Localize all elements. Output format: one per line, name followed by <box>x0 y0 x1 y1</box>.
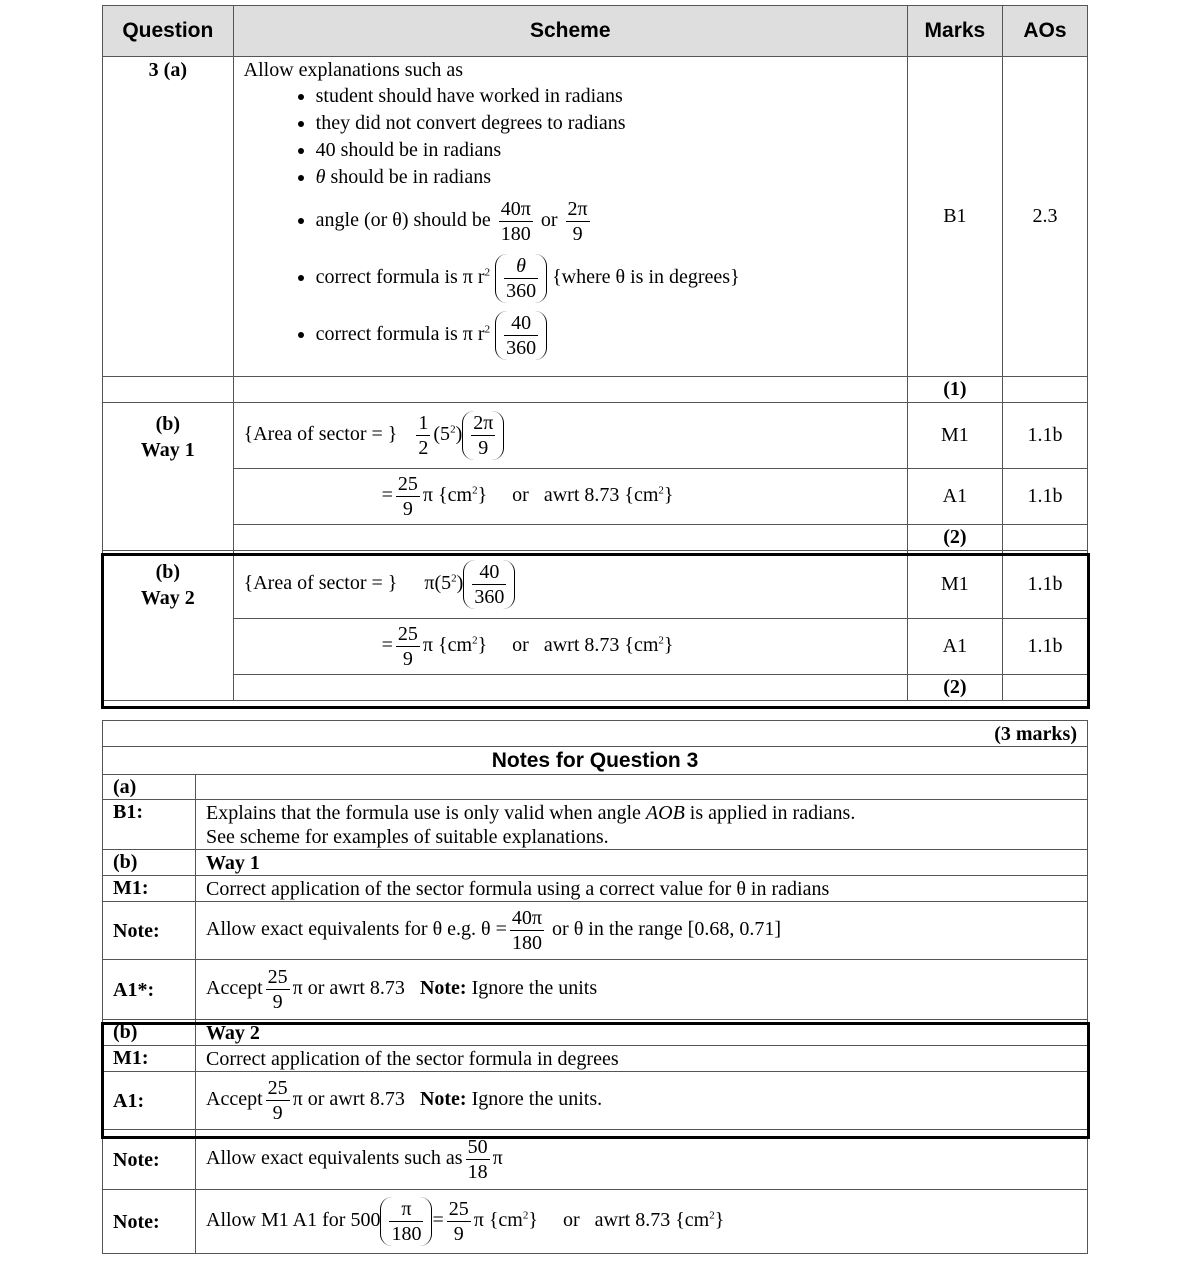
way1-line2: = $\frac{25}{9}$ π $\{cm^2\}$ or awrt 8.73 $\{cm^2\}$ <box>233 469 907 525</box>
parenthesis <box>463 560 515 609</box>
list-item: • correct formula is π $r^2$ $\frac{\theta}{360}$ {where θ is in degrees} <box>316 254 897 303</box>
parenthesis <box>495 311 547 360</box>
theta-symbol: θ <box>315 166 326 188</box>
list-item <box>316 166 897 189</box>
b6-post: {where θ is in degrees} <box>552 266 740 289</box>
notes-title: Notes for Question 3 <box>103 747 1088 775</box>
three-marks: (3 marks) <box>103 721 1088 747</box>
fraction: $\frac{40}{360}$ <box>474 561 505 608</box>
q3a-intro: Allow explanations such as <box>243 59 464 81</box>
notes-note-label: Note: <box>103 902 196 960</box>
notes-m1b-label: M1: <box>103 1046 196 1072</box>
way1-row1 <box>103 403 1088 469</box>
mark-scheme-table <box>102 5 1088 701</box>
b5-text: angle (or θ) should be <box>315 209 491 232</box>
way1-ao2: 1.1b <box>1002 469 1087 525</box>
way1-mark2: A1 <box>907 469 1002 525</box>
notes-way1: Way 1 <box>196 850 1088 876</box>
way1-line1: {Area of sector = } $\frac{1}{2}$ $(5^2)$ $\frac{2\pi}{9}$ <box>233 403 907 469</box>
way2-mark1: M1 <box>907 551 1002 619</box>
fraction: $\frac{2\pi}{9}$ <box>567 198 588 245</box>
fraction: $\frac{40\pi}{180}$ <box>511 907 543 954</box>
way1-mark1: M1 <box>907 403 1002 469</box>
way1-total: (2) <box>907 525 1002 551</box>
fraction: $\frac{50}{18}$ <box>467 1136 488 1183</box>
parenthesis <box>495 254 547 303</box>
notes-m1-text: Correct application of the sector formula using a correct value for θ in radians <box>196 876 1088 902</box>
fraction: $\frac{25}{9}$ <box>397 623 418 670</box>
q3a-scheme <box>233 57 907 377</box>
list-item: • 40 should be in radians <box>316 139 897 162</box>
list-item: • student should have worked in radians <box>316 85 897 108</box>
notes-a-label: (a) <box>103 775 196 800</box>
way2-row1 <box>103 551 1088 619</box>
way1-row2 <box>103 469 1088 525</box>
header-scheme: Scheme <box>233 6 907 57</box>
q3a-ao: 2.3 <box>1002 57 1087 377</box>
way2-total: (2) <box>907 675 1002 701</box>
or-text: or <box>540 209 558 232</box>
way2-line1: {Area of sector = } $\pi(5^2)$ $\frac{40}{360}$ <box>233 551 907 619</box>
notes-note2: Allow exact equivalents such as $\frac{50}{18}$ π <box>196 1130 1088 1190</box>
notes-table <box>102 720 1088 1254</box>
way2-ao2: 1.1b <box>1002 619 1087 675</box>
notes-a1: Accept $\frac{25}{9}$ π or awrt 8.73 Note: Ignore the units. <box>196 1072 1088 1130</box>
way2-line2: = $\frac{25}{9}$ π $\{cm^2\}$ or awrt 8.73 $\{cm^2\}$ <box>233 619 907 675</box>
q3a-row <box>103 57 1088 377</box>
b4-text: should be in radians <box>330 166 491 188</box>
header-question: Question <box>103 6 234 57</box>
notes-b2-label: (b) <box>103 1020 196 1046</box>
q3a-mark: B1 <box>907 57 1002 377</box>
list-item <box>316 197 897 246</box>
way2-ao1: 1.1b <box>1002 551 1087 619</box>
way2-label: (b) Way 2 <box>103 551 234 701</box>
b6-text: correct formula is π r <box>315 266 485 289</box>
q3a-total: (1) <box>907 377 1002 403</box>
fraction: $\frac{40\pi}{180}$ <box>500 198 531 245</box>
fraction: $\frac{25}{9}$ <box>267 1077 288 1124</box>
header-aos: AOs <box>1002 6 1087 57</box>
fraction: $\frac{25}{9}$ <box>448 1198 469 1245</box>
parenthesis <box>380 1197 432 1246</box>
notes-note3-label: Note: <box>103 1190 196 1254</box>
way2-mark2: A1 <box>907 619 1002 675</box>
fraction: $\frac{\pi}{180}$ <box>391 1198 422 1245</box>
notes-note2-label: Note: <box>103 1130 196 1190</box>
list-item: • they did not convert degrees to radians <box>316 112 897 135</box>
q3a-label: 3 (a) <box>103 57 234 377</box>
notes-b-label: (b) <box>103 850 196 876</box>
notes-m1b-text: Correct application of the sector formula in degrees <box>196 1046 1088 1072</box>
header-marks: Marks <box>907 6 1002 57</box>
notes-a1s: Accept $\frac{25}{9}$ π or awrt 8.73 Note: Ignore the units <box>196 960 1088 1020</box>
list-item: • correct formula is π $r^2$ $\frac{40}{360}$ <box>316 311 897 360</box>
notes-note3: Allow M1 A1 for 500 $\frac{\pi}{180}$ = $\frac{25}{9}$ π $\{cm^2\}$ or awrt 8.73 $\{cm^2\}$ <box>196 1190 1088 1254</box>
b7-text: correct formula is π r <box>315 323 485 346</box>
fraction: $\frac{40}{360}$ <box>506 312 537 359</box>
way1-ao1: 1.1b <box>1002 403 1087 469</box>
q3a-explanations <box>244 85 897 360</box>
notes-a1-label: A1: <box>103 1072 196 1130</box>
notes-b1-text: Explains that the formula use is only valid when angle AOB is applied in radians. See scheme for examples of suitable explanations. <box>196 800 1088 850</box>
way1-label: (b) Way 1 <box>103 403 234 551</box>
fraction: $\frac{\theta}{360}$ <box>506 255 537 302</box>
notes-note1: Allow exact equivalents for θ e.g. θ = $\frac{40\pi}{180}$ or θ in the range [0.68, 0.71] <box>196 902 1088 960</box>
notes-way2: Way 2 <box>196 1020 1088 1046</box>
fraction: $\frac{1}{2}$ <box>418 412 429 459</box>
parenthesis <box>462 411 504 460</box>
notes-a1s-label: A1*: <box>103 960 196 1020</box>
notes-m1-label: M1: <box>103 876 196 902</box>
fraction: $\frac{25}{9}$ <box>397 473 418 520</box>
notes-b1-label: B1: <box>103 800 196 850</box>
way2-row2 <box>103 619 1088 675</box>
fraction: $\frac{2\pi}{9}$ <box>473 412 494 459</box>
fraction: $\frac{25}{9}$ <box>267 966 288 1013</box>
